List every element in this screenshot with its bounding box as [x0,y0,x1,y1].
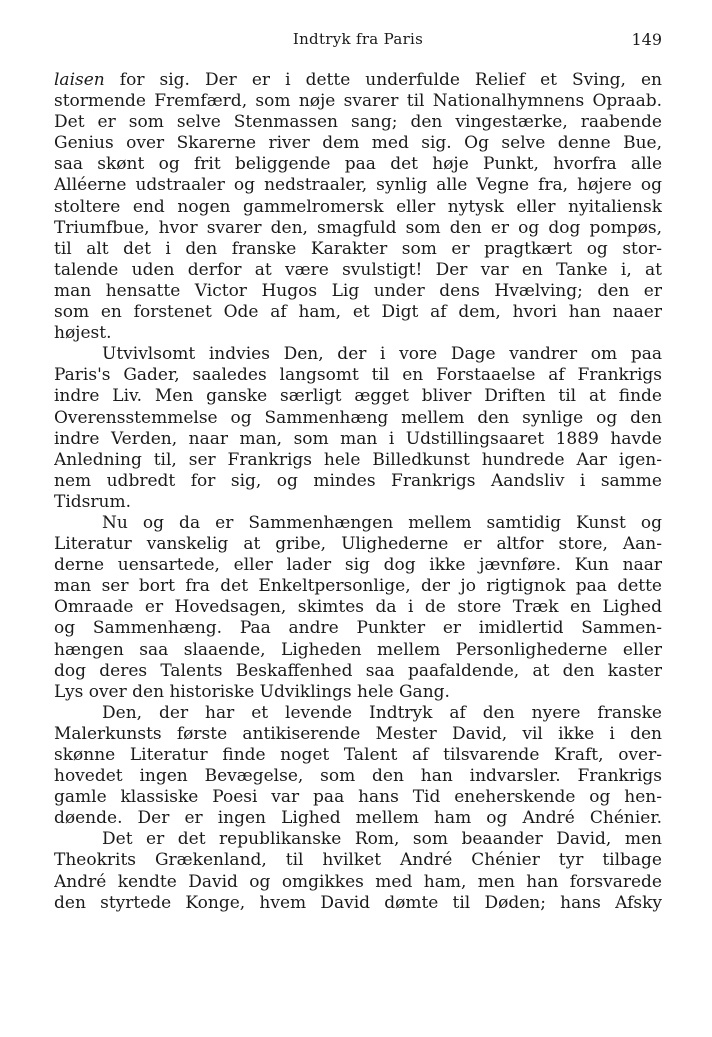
text-line: døende. Der er ingen Lighed mellem ham og André Chénier. [54,808,662,829]
text-line: til alt det i den franske Karakter som er pragtkært og stor- [54,238,662,259]
text-line: hængen saa slaaende, Ligheden mellem Personlighederne eller [54,639,662,660]
text-line: stormende Fremfærd, som nøje svarer til Nationalhymnens Opraab. [54,91,662,112]
running-title: Indtryk fra Paris [292,30,424,48]
text-line: den styrtede Konge, hvem David dømte til Døden; hans Afsky [54,892,662,913]
text-line: Tidsrum. [54,491,131,512]
text-line: og Sammenhæng. Paa andre Punkter er imidlertid Sammen- [54,618,662,639]
page-number: 149 [631,30,662,49]
text-line: skønne Literatur finde noget Talent af tilsvarende Kraft, over- [54,745,662,765]
page-header [54,30,662,56]
text-line: laisen for sig. Der er i dette underfulde Relief et Sving, en [54,70,662,90]
paragraph [54,70,662,344]
text-line: Nu og da er Sammenhængen mellem samtidig Kunst og [102,512,662,533]
text-line: Lys over den historiske Udviklings hele Gang. [54,681,450,702]
text-line: gamle klassiske Poesi var paa hans Tid eneherskende og hen- [54,787,662,808]
text-line: André kendte David og omgikkes med ham, men han forsvarede [54,871,662,892]
text-line: Den, der har et levende Indtryk af den nyere franske [102,702,662,723]
paragraph [54,829,662,913]
book-page [54,30,662,914]
text-line: man hensatte Victor Hugos Lig under dens Hvælving; den er [54,280,662,301]
paragraph [54,344,662,513]
text-line: talende uden derfor at være svulstigt! Der var en Tanke i, at [54,259,662,280]
text-line: indre Verden, naar man, som man i Udstillingsaaret 1889 havde [54,428,662,449]
text-line: Genius over Skarerne river dem med sig. Og selve denne Bue, [54,133,662,154]
text-line: stoltere end nogen gammelromersk eller nytysk eller nyitaliensk [54,196,662,217]
text-line: Omraade er Hovedsagen, skimtes da i de store Træk en Lighed [54,597,662,618]
text-line: Anledning til, ser Frankrigs hele Billedkunst hundrede Aar igen- [54,449,662,470]
italic-word: laisen [54,70,105,90]
text-line: Malerkunsts første antikiserende Mester David, vil ikke i den [54,723,662,744]
text-line: Alléerne udstraaler og nedstraaler, synlig alle Vegne fra, højere og [54,175,662,196]
text-line: indre Liv. Men ganske særligt ægget bliver Driften til at finde [54,386,662,407]
text-line: dog deres Talents Beskaffenhed saa paafaldende, at den kaster [54,660,662,681]
text-line: Overensstemmelse og Sammenhæng mellem den synlige og den [54,407,662,428]
text-line: hovedet ingen Bevægelse, som den han indvarsler. Frankrigs [54,766,662,787]
text-line: saa skønt og frit beliggende paa det høje Punkt, hvorfra alle [54,154,662,175]
text-line: Paris's Gader, saaledes langsomt til en Forstaaelse af Frankrigs [54,365,662,386]
text-line: Det er som selve Stenmassen sang; den vingestærke, raabende [54,112,662,133]
text-line: Triumfbue, hvor svarer den, smagfuld som den er og dog pompøs, [54,217,662,238]
text-line: som en forstenet Ode af ham, et Digt af dem, hvori han naaer [54,302,662,323]
text-line: Literatur vanskelig at gribe, Ulighederne er altfor store, Aan- [54,534,662,555]
text-line: derne uensartede, eller lader sig dog ikke jævnføre. Kun naar [54,555,662,576]
text-line: Theokrits Grækenland, til hvilket André Chénier tyr tilbage [54,850,662,871]
body-text [54,70,662,914]
text-line: højest. [54,323,112,344]
paragraph [54,513,662,703]
paragraph [54,703,662,830]
text-line: Det er det republikanske Rom, som beaander David, men [102,829,662,850]
text-line: man ser bort fra det Enkeltpersonlige, der jo rigtignok paa dette [54,576,662,597]
text-line: nem udbredt for sig, og mindes Frankrigs Aandsliv i samme [54,470,662,491]
text-line: Utvivlsomt indvies Den, der i vore Dage vandrer om paa [102,344,662,365]
